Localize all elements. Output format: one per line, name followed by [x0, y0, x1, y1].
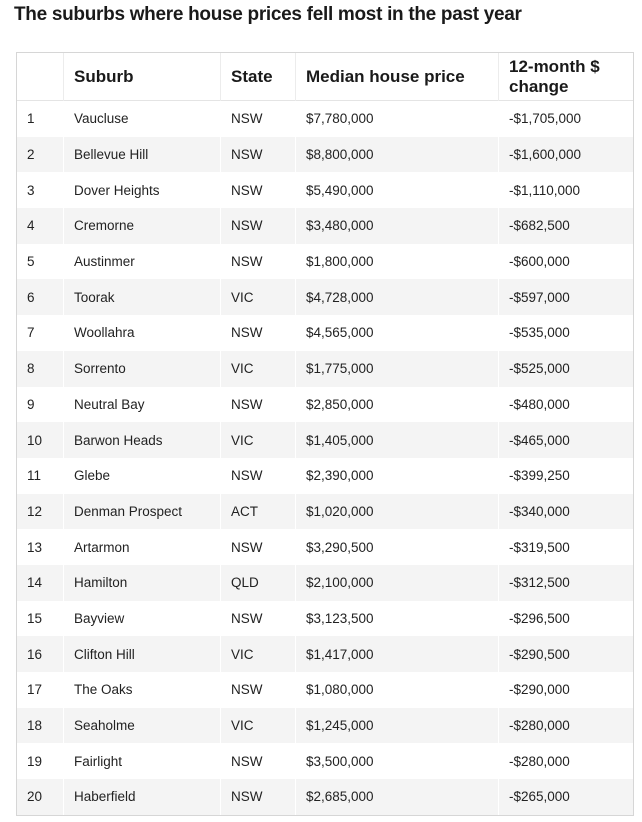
cell-rank: 18	[17, 708, 64, 744]
data-table	[17, 53, 633, 815]
cell-suburb: Bayview	[64, 601, 221, 637]
cell-state: NSW	[221, 779, 296, 815]
cell-state: NSW	[221, 529, 296, 565]
cell-median-price: $1,417,000	[296, 636, 499, 672]
cell-change: -$290,000	[499, 672, 634, 708]
header-suburb: Suburb	[64, 53, 221, 101]
cell-change: -$280,000	[499, 708, 634, 744]
cell-rank: 1	[17, 101, 64, 137]
cell-change: -$265,000	[499, 779, 634, 815]
table-row	[17, 172, 633, 208]
cell-suburb: Sorrento	[64, 351, 221, 387]
cell-change: -$340,000	[499, 494, 634, 530]
cell-median-price: $4,565,000	[296, 315, 499, 351]
cell-change: -$1,600,000	[499, 137, 634, 173]
cell-rank: 14	[17, 565, 64, 601]
cell-rank: 9	[17, 387, 64, 423]
cell-change: -$290,500	[499, 636, 634, 672]
cell-suburb: Haberfield	[64, 779, 221, 815]
cell-suburb: Austinmer	[64, 244, 221, 280]
cell-suburb: Woollahra	[64, 315, 221, 351]
cell-rank: 19	[17, 743, 64, 779]
cell-rank: 12	[17, 494, 64, 530]
cell-state: NSW	[221, 458, 296, 494]
cell-state: VIC	[221, 636, 296, 672]
cell-median-price: $2,390,000	[296, 458, 499, 494]
cell-median-price: $3,123,500	[296, 601, 499, 637]
page-title: The suburbs where house prices fell most in the past year	[14, 4, 522, 25]
cell-change: -$1,110,000	[499, 172, 634, 208]
cell-median-price: $1,775,000	[296, 351, 499, 387]
table-row	[17, 351, 633, 387]
cell-median-price: $2,685,000	[296, 779, 499, 815]
cell-state: VIC	[221, 279, 296, 315]
cell-rank: 7	[17, 315, 64, 351]
cell-change: -$296,500	[499, 601, 634, 637]
table-row	[17, 208, 633, 244]
cell-rank: 2	[17, 137, 64, 173]
table-row	[17, 601, 633, 637]
table-row	[17, 244, 633, 280]
cell-state: NSW	[221, 672, 296, 708]
data-table-container	[16, 52, 634, 816]
cell-rank: 20	[17, 779, 64, 815]
header-median-price: Median house price	[296, 53, 499, 101]
cell-suburb: Glebe	[64, 458, 221, 494]
cell-suburb: Hamilton	[64, 565, 221, 601]
cell-suburb: Fairlight	[64, 743, 221, 779]
cell-median-price: $2,850,000	[296, 387, 499, 423]
cell-state: NSW	[221, 244, 296, 280]
cell-suburb: Dover Heights	[64, 172, 221, 208]
header-row	[17, 53, 633, 101]
table-row	[17, 422, 633, 458]
header-rank	[17, 53, 64, 101]
table-header	[17, 53, 633, 101]
table-row	[17, 279, 633, 315]
cell-rank: 3	[17, 172, 64, 208]
cell-state: ACT	[221, 494, 296, 530]
cell-change: -$1,705,000	[499, 101, 634, 137]
cell-change: -$280,000	[499, 743, 634, 779]
cell-change: -$319,500	[499, 529, 634, 565]
cell-change: -$465,000	[499, 422, 634, 458]
cell-suburb: Clifton Hill	[64, 636, 221, 672]
cell-suburb: Toorak	[64, 279, 221, 315]
cell-median-price: $8,800,000	[296, 137, 499, 173]
cell-state: QLD	[221, 565, 296, 601]
cell-median-price: $3,500,000	[296, 743, 499, 779]
cell-rank: 13	[17, 529, 64, 565]
table-row	[17, 137, 633, 173]
cell-median-price: $1,405,000	[296, 422, 499, 458]
cell-state: VIC	[221, 708, 296, 744]
cell-suburb: Vaucluse	[64, 101, 221, 137]
cell-suburb: Cremorne	[64, 208, 221, 244]
cell-suburb: Seaholme	[64, 708, 221, 744]
table-row	[17, 636, 633, 672]
cell-median-price: $4,728,000	[296, 279, 499, 315]
cell-state: NSW	[221, 387, 296, 423]
table-row	[17, 565, 633, 601]
cell-state: NSW	[221, 601, 296, 637]
cell-suburb: Barwon Heads	[64, 422, 221, 458]
cell-suburb: Artarmon	[64, 529, 221, 565]
cell-suburb: Denman Prospect	[64, 494, 221, 530]
cell-rank: 11	[17, 458, 64, 494]
cell-rank: 6	[17, 279, 64, 315]
table-row	[17, 779, 633, 815]
cell-change: -$597,000	[499, 279, 634, 315]
cell-suburb: Neutral Bay	[64, 387, 221, 423]
cell-median-price: $3,480,000	[296, 208, 499, 244]
cell-state: NSW	[221, 743, 296, 779]
table-row	[17, 101, 633, 137]
cell-change: -$525,000	[499, 351, 634, 387]
cell-median-price: $5,490,000	[296, 172, 499, 208]
cell-rank: 8	[17, 351, 64, 387]
table-row	[17, 458, 633, 494]
cell-state: NSW	[221, 315, 296, 351]
cell-state: NSW	[221, 101, 296, 137]
table-row	[17, 529, 633, 565]
cell-rank: 4	[17, 208, 64, 244]
cell-suburb: The Oaks	[64, 672, 221, 708]
cell-rank: 16	[17, 636, 64, 672]
cell-change: -$682,500	[499, 208, 634, 244]
cell-state: VIC	[221, 351, 296, 387]
cell-state: NSW	[221, 172, 296, 208]
cell-change: -$312,500	[499, 565, 634, 601]
cell-rank: 17	[17, 672, 64, 708]
cell-median-price: $2,100,000	[296, 565, 499, 601]
table-row	[17, 387, 633, 423]
cell-median-price: $1,020,000	[296, 494, 499, 530]
table-row	[17, 494, 633, 530]
table-row	[17, 315, 633, 351]
cell-rank: 15	[17, 601, 64, 637]
cell-change: -$480,000	[499, 387, 634, 423]
cell-rank: 5	[17, 244, 64, 280]
cell-state: VIC	[221, 422, 296, 458]
cell-change: -$600,000	[499, 244, 634, 280]
cell-state: NSW	[221, 208, 296, 244]
cell-change: -$399,250	[499, 458, 634, 494]
cell-median-price: $3,290,500	[296, 529, 499, 565]
table-body	[17, 101, 633, 815]
cell-median-price: $1,080,000	[296, 672, 499, 708]
cell-median-price: $7,780,000	[296, 101, 499, 137]
cell-suburb: Bellevue Hill	[64, 137, 221, 173]
cell-rank: 10	[17, 422, 64, 458]
table-row	[17, 743, 633, 779]
cell-state: NSW	[221, 137, 296, 173]
table-row	[17, 672, 633, 708]
table-row	[17, 708, 633, 744]
cell-median-price: $1,800,000	[296, 244, 499, 280]
header-change: 12-month $ change	[499, 53, 634, 101]
header-state: State	[221, 53, 296, 101]
cell-median-price: $1,245,000	[296, 708, 499, 744]
cell-change: -$535,000	[499, 315, 634, 351]
